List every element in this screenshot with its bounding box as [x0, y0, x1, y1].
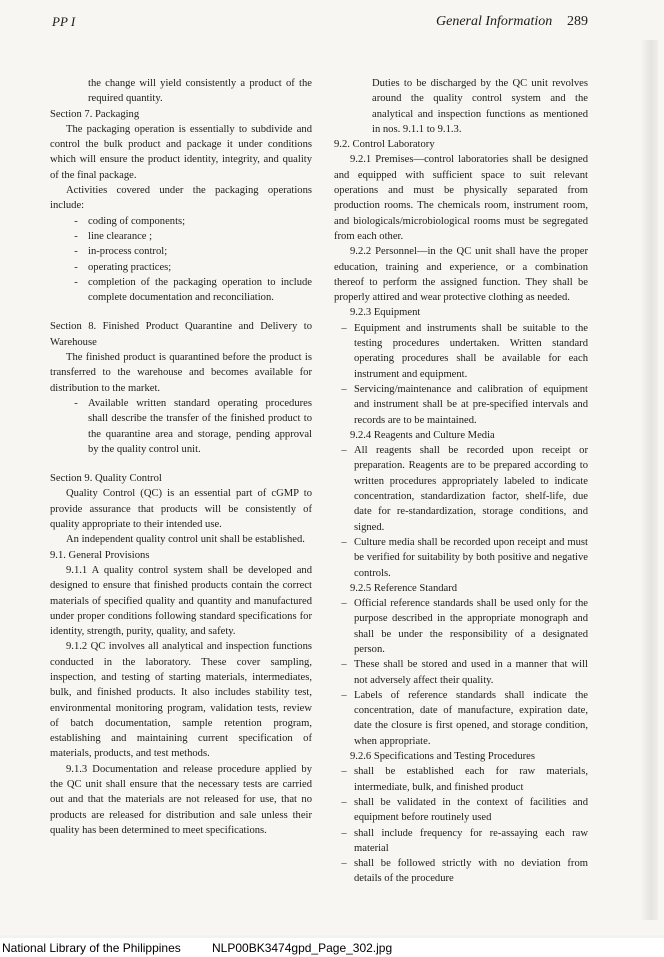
right-column [334, 76, 588, 887]
clause-9-1-3: 9.1.3 Documentation and release procedure applied by the QC unit shall ensure that the necessary tests are carried out and that the materials are not released for use, that no products are released for distribution and sale unless their quality has been determined to meet specifications. [50, 763, 312, 836]
subsection-9-2-3-heading: 9.2.3 Equipment [350, 307, 421, 319]
section-7-activities-intro: Activities covered under the packaging operations include: [50, 185, 312, 212]
section-7-paragraph: The packaging operation is essentially to subdivide and control the bulk product and package it under conditions which will ensure the product identity, integrity, and quality of the final package. [50, 123, 312, 181]
list-item: – Culture media shall be recorded upon receipt and must be verified for suitability by both positive and negative controls. [341, 536, 588, 579]
continued-paragraph: the change will yield consistently a product of the required quantity. [88, 78, 312, 105]
scan-footer [0, 938, 664, 957]
section-9-2-heading: 9.2. Control Laboratory [334, 139, 435, 151]
page-number: 289 [567, 14, 588, 29]
list-item: - coding of components; [74, 215, 186, 227]
list-item: – All reagents shall be recorded upon receipt or preparation. Reagents are to be prepared according to written procedures appropriately labeled to indicate concentration, standardization factor, shelf-life, due date for re-standardization, storage conditions, and signed. [341, 445, 588, 533]
section-7-heading: Section 7. Packaging [50, 108, 140, 120]
subsection-9-2-4-heading: 9.2.4 Reagents and Culture Media [350, 429, 495, 441]
section-9-paragraph-2: An independent quality control unit shall be established. [66, 534, 305, 546]
list-item: - Available written standard operating procedures shall describe the transfer of the finished product to the quarantine area and storage, pending approval by the quality control unit. [74, 397, 312, 455]
list-item: – Servicing/maintenance and calibration of equipment and instrument shall be at pre-specified intervals and records are to be maintained. [341, 383, 588, 426]
list-item: – Labels of reference standards shall indicate the concentration, date of manufacture, expiration date, date the closure is first opened, and storage condition, when appropriate. [341, 689, 588, 747]
subsection-9-2-6-heading: 9.2.6 Specifications and Testing Procedures [350, 751, 536, 763]
footer-library-name: National Library of the Philippines [2, 941, 181, 955]
section-8-heading: Section 8. Finished Product Quarantine and Delivery to Warehouse [50, 321, 312, 348]
list-item: – shall be followed strictly with no deviation from details of the procedure [341, 858, 588, 885]
section-9-1-heading: 9.1. General Provisions [50, 549, 150, 561]
section-9-paragraph: Quality Control (QC) is an essential part of cGMP to provide assurance that products will be consistently of quality appropriate to their intended use. [50, 488, 312, 531]
running-header-title: General Information [436, 14, 553, 29]
list-item: - operating practices; [74, 261, 172, 273]
running-header-left: PP I [52, 14, 76, 29]
left-column [50, 76, 312, 838]
list-item: - in-process control; [74, 246, 168, 258]
list-item: – These shall be stored and used in a manner that will not adversely affect their quality. [341, 659, 588, 686]
list-item: – shall be established each for raw materials, intermediate, bulk, and finished product [341, 766, 588, 793]
list-item: - completion of the packaging operation to include complete documentation and reconciliation. [74, 276, 312, 304]
section-8-paragraph: The finished product is quarantined before the product is transferred to the warehouse and becomes available for distribution to the market. [50, 352, 312, 394]
clause-9-2-1: 9.2.1 Premises—control laboratories shall be designed and equipped with sufficient space to suit relevant operations and must be physically separated from production rooms. The chemicals room, instrument room, and biologicals/microbiological rooms must be segregated from each other. [334, 154, 588, 242]
footer-file-id: NLP00BK3474gpd_Page_302.jpg [212, 941, 393, 955]
clause-9-2-2: 9.2.2 Personnel—in the QC unit shall have the proper education, training and experience, or a combination thereof to perform the assigned function. They shall be properly attired and wear protective clothing as needed. [334, 246, 588, 304]
subsection-9-2-5-heading: 9.2.5 Reference Standard [350, 582, 458, 594]
section-9-heading: Section 9. Quality Control [50, 473, 162, 485]
list-item: – Official reference standards shall be used only for the purpose described in the appropriate monograph and shall be under the responsibility of a designated person. [341, 598, 588, 655]
page-binding-edge [640, 40, 658, 920]
clause-9-1-1: 9.1.1 A quality control system shall be developed and designed to ensure that finished products contain the correct materials of specified quality and quantity and manufactured under proper conditions following standard specifications for identity, strength, purity, quality, and safety. [50, 564, 312, 638]
list-item: – Equipment and instruments shall be suitable to the testing procedures undertaken. Written standard operating procedures shall be available for each instrument and equipment. [341, 322, 588, 380]
list-item: – shall be validated in the context of facilities and equipment before routinely used [341, 796, 588, 824]
duties-paragraph: Duties to be discharged by the QC unit revolves around the quality control system and the analytical and inspection functions as mentioned in nos. 9.1.1 to 9.1.3. [372, 78, 588, 135]
clause-9-1-2: 9.1.2 QC involves all analytical and inspection functions conducted in the laboratory. These cover sampling, inspection, and testing of starting materials, intermediates, bulk, and finished products. It also includes stability test, environmental monitoring program, validation tests, review of batch documentation, sample retention program, establishing and maintaining current specification of materials, products, and test methods. [50, 641, 312, 760]
list-item: – shall include frequency for re-assaying each raw material [341, 827, 588, 854]
list-item: - line clearance ; [74, 230, 153, 242]
